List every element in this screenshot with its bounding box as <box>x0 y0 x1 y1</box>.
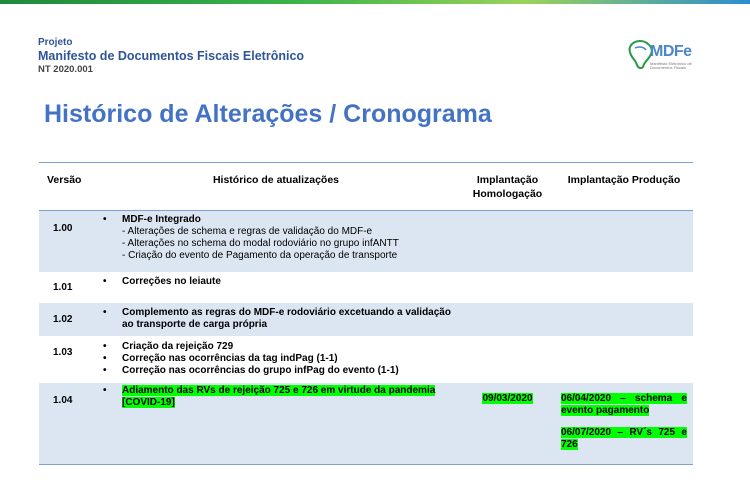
history-subitem: - Criação do evento de Pagamento da operação de transporte <box>122 250 398 261</box>
production-entry-text: 06/04/2020 – schema e evento pagamento <box>561 393 687 416</box>
history-item <box>92 385 452 409</box>
table-row <box>39 337 693 383</box>
production-entry <box>561 393 687 417</box>
production-cell <box>555 303 693 337</box>
history-cell <box>92 273 460 303</box>
homologation-cell <box>460 303 555 337</box>
homologation-date: 09/03/2020 <box>482 393 533 404</box>
history-subitem: - Alterações no schema do modal rodoviário no grupo infANTT <box>122 238 399 249</box>
production-entry-text: 06/07/2020 – RV´s 725 e 726 <box>561 427 687 450</box>
history-cell <box>92 211 460 273</box>
project-label: Projeto <box>38 37 73 48</box>
production-cell <box>555 211 693 273</box>
production-entry <box>561 427 687 451</box>
production-cell <box>555 337 693 383</box>
history-item: • Correções no leiaute <box>92 276 452 288</box>
version-cell: 1.00 <box>39 211 92 273</box>
table-row <box>39 273 693 303</box>
mdfe-logo <box>626 36 694 76</box>
version-cell: 1.01 <box>39 273 92 303</box>
col-header-version: Versão <box>39 163 92 211</box>
table-header-row <box>39 163 693 211</box>
logo-wordmark: MDFe <box>650 43 692 60</box>
history-item: • MDF-e Integrado <box>92 214 452 226</box>
col-header-homologation-line2: Homologação <box>472 188 543 200</box>
technical-note-number: NT 2020.001 <box>38 64 93 75</box>
top-accent-bar <box>0 0 750 4</box>
version-cell: 1.02 <box>39 303 92 337</box>
col-header-homologation-line1: Implantação <box>476 174 539 186</box>
homologation-cell <box>460 273 555 303</box>
version-cell: 1.04 <box>39 383 92 465</box>
highlighted-history-text: Adiamento das RVs de rejeição 725 e 726 em virtude da pandemia [COVID-19] <box>122 385 436 408</box>
production-cell <box>555 383 693 465</box>
document-header <box>38 37 304 75</box>
production-cell <box>555 273 693 303</box>
table-row <box>39 211 693 273</box>
homologation-cell <box>460 383 555 465</box>
logo-subtext: Manifesto Eletrônico de Documentos Fiscais <box>650 61 692 70</box>
version-cell: 1.03 <box>39 337 92 383</box>
col-header-history: Histórico de atualizações <box>92 163 460 211</box>
page-title: Histórico de Alterações / Cronograma <box>44 100 492 128</box>
project-name: Manifesto de Documentos Fiscais Eletrônico <box>38 49 305 63</box>
homologation-cell <box>460 337 555 383</box>
history-cell <box>92 337 460 383</box>
homologation-cell <box>460 211 555 273</box>
col-header-homologation <box>460 163 555 211</box>
history-item: • Criação da rejeição 729 <box>92 341 452 353</box>
history-item: • Correção nas ocorrências da tag indPag (1-1) <box>92 353 452 365</box>
history-table <box>39 162 693 465</box>
table-row <box>39 383 693 465</box>
col-header-production: Implantação Produção <box>555 163 693 211</box>
history-item: • Correção nas ocorrências do grupo infPag do evento (1-1) <box>92 365 452 377</box>
history-subitem: - Alterações de schema e regras de validação do MDF-e <box>122 226 373 237</box>
table-row <box>39 303 693 337</box>
history-cell <box>92 383 460 465</box>
history-item: • Complemento as regras do MDF-e rodoviário excetuando a validação ao transporte de carga própria <box>92 307 452 331</box>
history-cell <box>92 303 460 337</box>
